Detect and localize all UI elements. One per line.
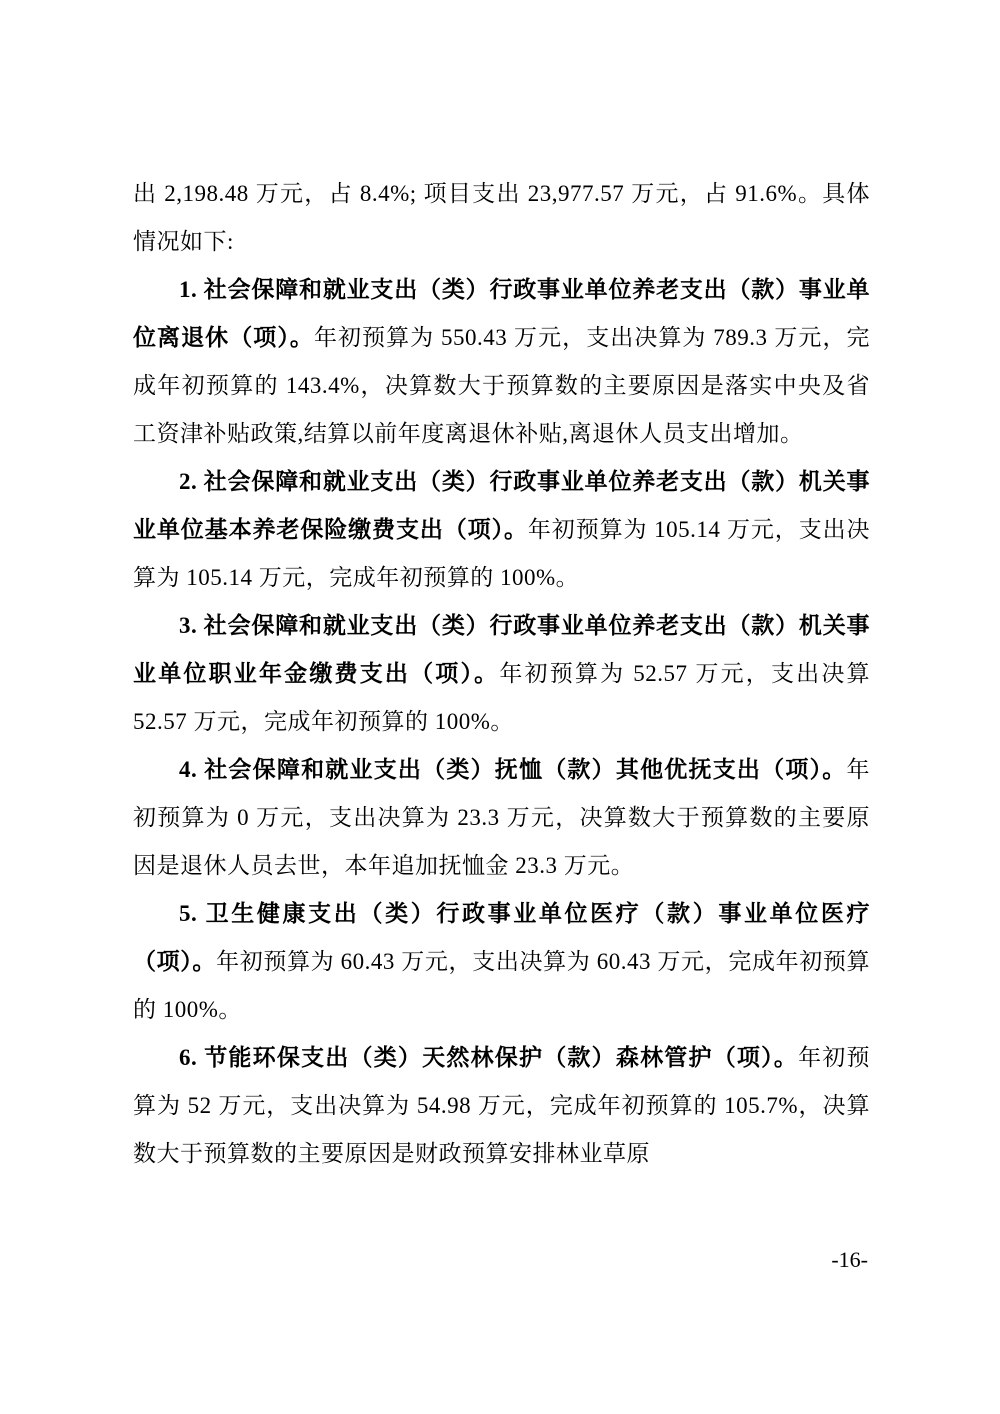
paragraph bbox=[133, 746, 870, 890]
body-text: 年初预算为 52.57 万元，支出决算 52.57 万元，完成年初预算的 100%。 bbox=[133, 661, 870, 734]
paragraph bbox=[133, 458, 870, 602]
item-heading-text: 6. 节能环保支出（类）天然林保护（款）森林管护（项）。 bbox=[179, 1045, 799, 1070]
item-heading-text: 1. 社会保障和就业支出（类）行政事业单位养老支出（款）事业单位离退休（项）。 bbox=[133, 277, 870, 350]
item-heading-text: 4. 社会保障和就业支出（类）抚恤（款）其他优抚支出（项）。 bbox=[179, 757, 847, 782]
body-text: 年初预算为 52 万元，支出决算为 54.98 万元，完成年初预算的 105.7%，决算数大于预算数的主要原因是财政预算安排林业草原 bbox=[133, 1045, 871, 1166]
paragraph bbox=[133, 266, 870, 458]
body-text: 出 2,198.48 万元，占 8.4%; 项目支出 23,977.57 万元，占 91.6%。具体情况如下: bbox=[133, 181, 870, 254]
item-heading-text: 2. 社会保障和就业支出（类）行政事业单位养老支出（款）机关事业单位基本养老保险缴费支出（项）。 bbox=[133, 469, 870, 542]
paragraph bbox=[133, 1034, 870, 1178]
paragraph bbox=[133, 602, 870, 746]
document-body bbox=[133, 170, 870, 1178]
item-heading-text: 5. 卫生健康支出（类）行政事业单位医疗（款）事业单位医疗（项）。 bbox=[133, 901, 870, 974]
body-text: 年初预算为 550.43 万元，支出决算为 789.3 万元，完成年初预算的 143.4%，决算数大于预算数的主要原因是落实中央及省工资津补贴政策,结算以前年度离退休补贴,离退休人员支出增加。 bbox=[133, 325, 871, 446]
body-text: 年初预算为 60.43 万元，支出决算为 60.43 万元，完成年初预算的 100%。 bbox=[133, 949, 871, 1022]
paragraph bbox=[133, 890, 870, 1034]
body-text: 年初预算为 105.14 万元，支出决算为 105.14 万元，完成年初预算的 100%。 bbox=[133, 517, 871, 590]
paragraph bbox=[133, 170, 870, 266]
page-number: -16- bbox=[831, 1247, 868, 1272]
item-heading-text: 3. 社会保障和就业支出（类）行政事业单位养老支出（款）机关事业单位职业年金缴费支出（项）。 bbox=[133, 613, 870, 686]
body-text: 年初预算为 0 万元，支出决算为 23.3 万元，决算数大于预算数的主要原因是退休人员去世，本年追加抚恤金 23.3 万元。 bbox=[133, 757, 870, 878]
